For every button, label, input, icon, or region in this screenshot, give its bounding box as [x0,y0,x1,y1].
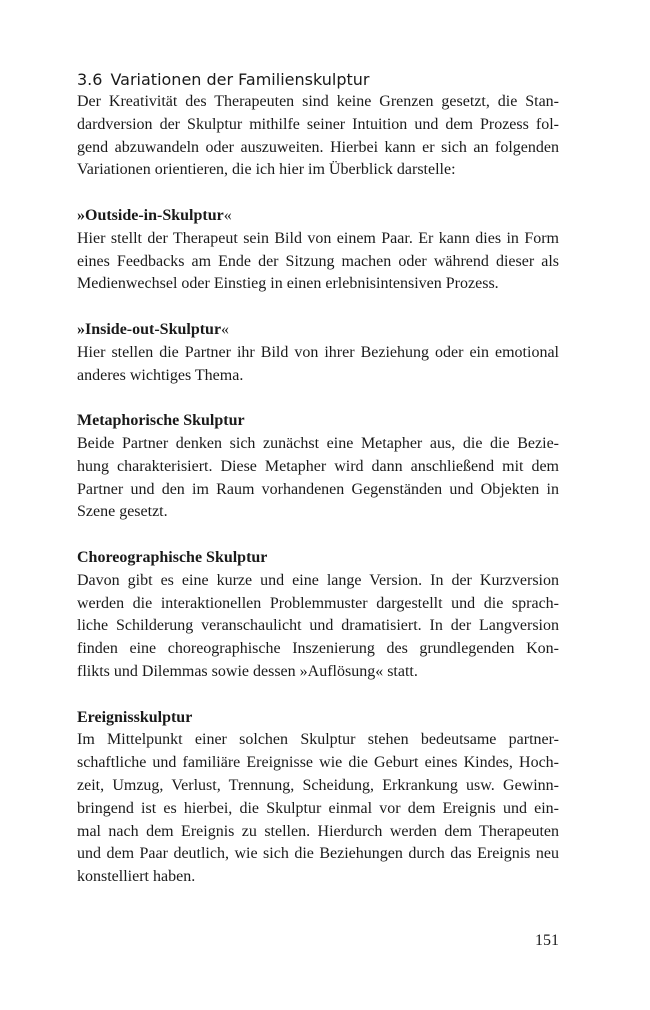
paragraph-line: konstelliert haben. [77,868,196,886]
paragraph-line: dardversion der Skulptur mithilfe seiner Intuition und dem Prozess fol- [77,115,559,133]
paragraph-line: werden die interaktionellen Problemmuster dargestellt und die sprach- [77,594,559,612]
quote-open: » [77,206,85,224]
variation-title: Choreographische Skulptur [77,548,268,566]
paragraph-line: anderes wichtiges Thema. [77,366,244,384]
variation-metaphorical [77,410,559,524]
paragraph-line: Szene gesetzt. [77,503,168,521]
section-number: 3.6 [77,70,103,89]
paragraph-line: Hier stellen die Partner ihr Bild von ihrer Beziehung oder ein emotional [77,343,559,361]
paragraph-line: Im Mittelpunkt einer solchen Skulptur stehen bedeutsame partner- [77,731,559,749]
paragraph-line: schaftliche und familiäre Ereignisse wie die Geburt eines Kindes, Hoch- [77,754,559,772]
paragraph-line: finden eine choreographische Inszenierung des grundlegenden Kon- [77,640,559,658]
section-title: Variationen der Familienskulptur [110,70,370,89]
variation-heading [77,547,559,570]
paragraph-line: Variationen orientieren, die ich hier im Überblick darstelle: [77,161,456,179]
paragraph-line: bringend ist es hierbei, die Skulptur einmal vor dem Ereignis und ein- [77,799,559,817]
variation-paragraph [77,433,559,524]
paragraph-line: und dem Paar deutlich, wie sich die Beziehungen durch das Ereignis neu [77,845,559,863]
variation-paragraph [77,228,559,296]
variation-choreographic [77,547,559,684]
paragraph-line: eines Feedbacks am Ende der Sitzung machen oder während dieser als [77,252,559,270]
variation-inside-out [77,319,559,387]
variation-title: Metaphorische Skulptur [77,412,245,430]
paragraph-line: Beide Partner denken sich zunächst eine Metapher aus, die die Bezie- [77,434,559,452]
quote-close: « [221,320,230,338]
paragraph-line: mal nach dem Ereignis zu stellen. Hierdurch werden dem Therapeuten [77,822,559,840]
variation-title: Ereignisskulptur [77,708,193,726]
variation-heading [77,205,559,228]
page-number: 151 [535,932,559,949]
paragraph-line: flikts und Dilemmas sowie dessen »Auflösung« statt. [77,662,418,680]
paragraph-line: Der Kreativität des Therapeuten sind keine Grenzen gesetzt, die Stan- [77,93,559,110]
variation-heading [77,410,559,433]
paragraph-line: zeit, Umzug, Verlust, Trennung, Scheidung, Erkrankung usw. Gewinn- [77,776,559,794]
variation-title: Outside-in-Skulptur [85,206,224,224]
quote-close: « [223,206,232,224]
paragraph-line: Hier stellt der Therapeut sein Bild von einem Paar. Er kann dies in Form [77,229,559,247]
intro-paragraph [77,91,559,182]
variation-heading [77,319,559,342]
variation-outside-in [77,205,559,296]
section-heading [77,68,559,91]
page-body [77,68,559,889]
variation-heading [77,707,559,730]
variation-event [77,707,559,889]
paragraph-line: Medienwechsel oder Einstieg in einen erlebnisintensiven Prozess. [77,275,499,293]
variation-paragraph [77,729,559,889]
paragraph-line: gend abzuwandeln oder auszuweiten. Hierbei kann er sich an folgenden [77,138,559,156]
variation-paragraph [77,342,559,388]
paragraph-line: Davon gibt es eine kurze und eine lange Version. In der Kurzversion [77,571,559,589]
variation-paragraph [77,570,559,684]
paragraph-line: Partner und den im Raum vorhandenen Gegenständen und Objekten in [77,480,559,498]
paragraph-line: hung charakterisiert. Diese Metapher wird dann anschließend mit dem [77,457,559,475]
quote-open: » [77,320,85,338]
variation-title: Inside-out-Skulptur [85,320,222,338]
paragraph-line: liche Schilderung veranschaulicht und dramatisiert. In der Langversion [77,617,559,635]
